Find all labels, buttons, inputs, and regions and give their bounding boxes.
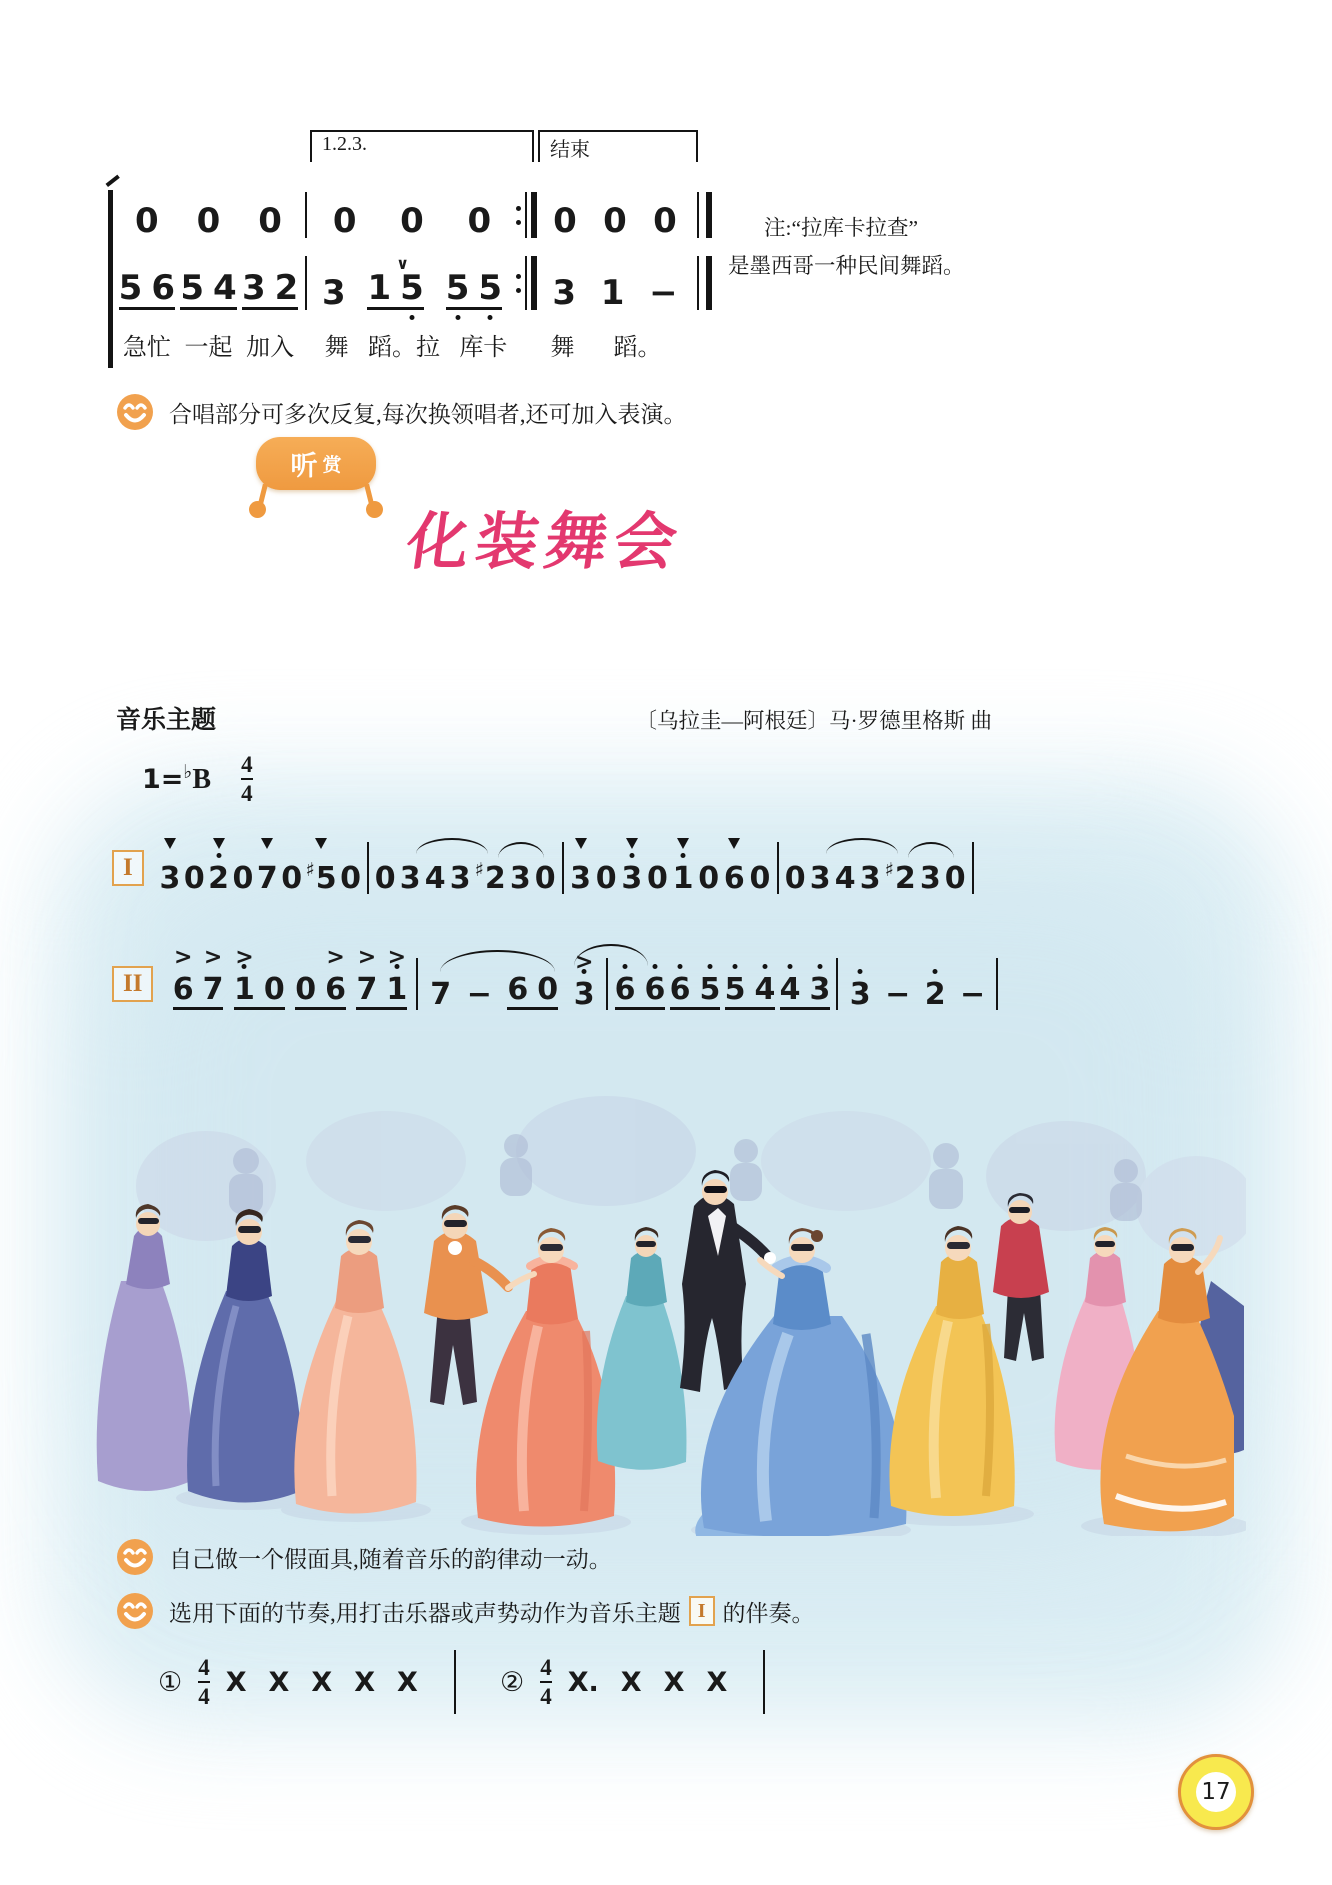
note-group [779, 972, 831, 1010]
tip-text-post: 的伴奏。 [722, 1600, 815, 1626]
note: 7 > [202, 945, 224, 1007]
note: 0 [232, 861, 254, 896]
note: 5 [725, 975, 746, 1005]
note: 3 [621, 864, 642, 894]
lyric-measure [315, 326, 517, 362]
note-group [180, 268, 237, 310]
note: 0 [340, 861, 361, 896]
note: − [649, 273, 678, 313]
note: 6 [507, 972, 529, 1007]
rhythm-note: X. [567, 1666, 599, 1698]
note-group [118, 268, 175, 310]
key-tonic-letter: B [192, 763, 212, 795]
note: 0 [653, 201, 677, 241]
theme-number-box-2: II [112, 966, 153, 1002]
time-signature [540, 1655, 552, 1710]
note: 3 [159, 864, 180, 894]
note: 3 [859, 861, 881, 896]
note: 3 [570, 864, 591, 894]
note: 4 [424, 861, 446, 896]
tip-text [169, 1595, 815, 1628]
volta-label: 结束 [550, 139, 590, 161]
theme-label: 音乐主题 [116, 706, 217, 734]
note: 3 [809, 861, 831, 896]
meter-denominator: 4 [198, 1681, 210, 1710]
volta-bracket-end [538, 130, 698, 162]
measure [158, 842, 363, 894]
note: 3 [509, 861, 531, 896]
lyrics-row [116, 326, 695, 362]
rhythm-notes [226, 1667, 418, 1698]
note: 3 [321, 273, 346, 313]
barline [777, 842, 779, 894]
note: 6 [151, 268, 175, 308]
barline [516, 192, 537, 238]
theme-1-inline-box: I [689, 1596, 715, 1626]
time-signature [241, 752, 253, 807]
lyric: 蹈。拉 [367, 335, 440, 361]
note: 0 [183, 861, 205, 896]
barline [305, 192, 307, 238]
note: ♯ 2 [474, 859, 506, 896]
meter-numerator: 4 [540, 1654, 552, 1680]
measure [842, 958, 992, 1010]
note: ♯ 5 [306, 864, 337, 894]
barline [836, 958, 838, 1010]
note: 1 [673, 864, 694, 894]
note: 0 [698, 861, 720, 896]
meter-numerator: 4 [198, 1654, 210, 1680]
note: 0 [374, 861, 396, 896]
note: 7 > [356, 945, 378, 1007]
rhythm-note: X [620, 1666, 642, 1698]
note: 0 [603, 201, 627, 241]
lyric: 蹈。 [613, 335, 662, 361]
note: 3 [809, 975, 830, 1005]
note-group [241, 268, 299, 310]
note: 0 [400, 201, 424, 241]
tip-rhythm-accompany [116, 1592, 815, 1630]
note: 1 [600, 273, 625, 313]
piece-title: 化装舞会 [402, 509, 688, 577]
note: 5 [400, 271, 424, 305]
theme-line-2 [112, 945, 1002, 1012]
measure [540, 192, 690, 241]
smiley-icon [116, 1592, 154, 1630]
note: 0 [258, 201, 282, 241]
page-number: 17 [1196, 1772, 1236, 1812]
note: 5 [478, 271, 502, 305]
note: 3 [850, 980, 871, 1010]
note: 4 [754, 975, 775, 1005]
note: 0 [537, 972, 559, 1007]
note: 3 [919, 861, 941, 896]
note: 0 [295, 972, 317, 1007]
measure [167, 945, 412, 1010]
note: 0 [263, 972, 285, 1007]
note: 0 [646, 861, 668, 896]
barline [562, 842, 564, 894]
note: 3 [241, 268, 266, 308]
rest-voice-row [116, 192, 715, 241]
note: − [466, 977, 492, 1012]
rhythm-note: X [268, 1666, 290, 1698]
note: 0 [134, 201, 159, 241]
key-text [142, 760, 212, 796]
lyric-measure [531, 326, 681, 362]
note: 3 [399, 861, 421, 896]
note: 2 [925, 980, 946, 1010]
rhythm-pattern-1 [158, 1650, 456, 1714]
note: 6 [615, 975, 636, 1005]
badge-char-2: 赏 [322, 455, 342, 476]
barline [416, 958, 418, 1010]
measure [116, 256, 301, 310]
barline [693, 256, 712, 310]
note: 4 [834, 861, 856, 896]
flat-sign: ♭ [183, 760, 193, 783]
volta-label: 1.2.3. [322, 133, 367, 155]
tip-make-mask [116, 1538, 612, 1576]
note: − [885, 977, 911, 1012]
note: 7 [257, 864, 278, 894]
tip-text-pre: 选用下面的节奏,用打击乐器或声势动作为音乐主题 [169, 1600, 681, 1626]
note-group [507, 972, 559, 1010]
note-group [445, 268, 503, 310]
melody-voice-row [116, 254, 715, 313]
rhythm-note: X [354, 1666, 376, 1698]
measure [311, 192, 513, 241]
lyric: 一起 [184, 335, 233, 361]
smiley-icon [116, 1538, 154, 1576]
badge-note-head [249, 501, 266, 518]
note: 3 [552, 273, 577, 313]
note: 0 [196, 201, 221, 241]
tip-text: 合唱部分可多次反复,每次换领唱者,还可加入表演。 [169, 401, 687, 427]
rhythm-note: X [225, 1666, 247, 1698]
note-group [367, 254, 424, 310]
system-bracket [108, 190, 113, 368]
note-group [295, 945, 346, 1010]
barline [516, 256, 537, 310]
meter-numerator: 4 [241, 752, 253, 777]
meter-denominator: 4 [241, 778, 253, 807]
note: 6 [670, 975, 691, 1005]
pattern-number: ② [500, 1666, 525, 1698]
time-signature [198, 1655, 210, 1710]
tip-text: 自己做一个假面具,随着音乐的韵律动一动。 [169, 1546, 612, 1572]
badge-char-1: 听 [290, 451, 318, 481]
note: 1 > [386, 945, 408, 1007]
barline [972, 842, 974, 894]
barline [305, 256, 307, 310]
note-group [172, 945, 224, 1010]
lyric: 舞 [550, 335, 575, 361]
theme-number-box-1: I [112, 850, 144, 886]
note: 3 > [573, 950, 595, 1012]
rhythm-pattern-2 [500, 1650, 765, 1714]
key-equals: = [160, 763, 184, 795]
key-tonic-number: 1 [142, 763, 161, 795]
lyric: 急忙 [122, 335, 171, 361]
note: − [960, 977, 986, 1012]
page-number-badge [1178, 1754, 1254, 1830]
rhythm-note: X [397, 1666, 418, 1698]
note: 0 [944, 861, 966, 896]
masquerade-ball-illustration [86, 1066, 1246, 1536]
note-group [724, 972, 776, 1010]
composer-credit: 〔乌拉圭—阿根廷〕马·罗德里格斯 曲 [635, 709, 992, 733]
note-group [356, 945, 408, 1010]
note: 4 [212, 268, 237, 308]
note: 6 [724, 864, 745, 894]
meter-denominator: 4 [540, 1681, 552, 1710]
note: 5 [699, 975, 720, 1005]
barline [367, 842, 369, 894]
rhythm-note: X [706, 1666, 728, 1698]
note: 6 [644, 975, 665, 1005]
note: 5 [180, 268, 204, 308]
lyric-measure [116, 326, 301, 362]
note: 1 > [233, 945, 255, 1007]
rhythm-note: X [311, 1666, 333, 1698]
note: 0 [595, 861, 617, 896]
footnote-line1: 注:“拉库卡拉查” [764, 216, 919, 240]
key-signature [142, 752, 253, 807]
note: 0 [784, 861, 806, 896]
footnote-line2: 是墨西哥一种民间舞蹈。 [728, 253, 965, 278]
note: 0 [332, 201, 357, 241]
barline [454, 1650, 456, 1714]
note: 6 > [325, 945, 346, 1007]
note-group [233, 945, 285, 1010]
badge-note-head [366, 501, 383, 518]
note: 2 [208, 864, 229, 894]
note: 0 [553, 201, 577, 241]
note: 7 [430, 977, 452, 1012]
rhythm-notes [568, 1667, 728, 1698]
rhythm-note: X [663, 1666, 685, 1698]
note: 5 [446, 271, 470, 305]
volta-bracket-123 [310, 130, 534, 162]
note: 0 [749, 861, 771, 896]
note: 3 [449, 861, 471, 896]
note-group [669, 972, 721, 1010]
note: 6 > [172, 945, 194, 1007]
measure [540, 256, 690, 313]
note: 2 [274, 268, 299, 308]
pattern-number: ① [158, 1666, 183, 1698]
note-group [614, 972, 666, 1010]
note: 0 [281, 861, 303, 896]
measure [311, 254, 513, 313]
barline [763, 1650, 765, 1714]
note: 0 [534, 861, 556, 896]
measure [116, 192, 301, 241]
listening-section-badge [256, 437, 376, 490]
note: 0 [467, 201, 492, 241]
footnote [728, 210, 965, 285]
tip-chorus-repeat [116, 393, 687, 431]
barline [693, 192, 712, 238]
measure [568, 842, 773, 894]
barline [996, 958, 998, 1010]
lyric: 加入 [246, 335, 295, 361]
lyric: 舞 [324, 335, 349, 361]
note: 1 ∨ [367, 254, 410, 308]
note: 4 [780, 975, 801, 1005]
lyric: 库卡 [459, 335, 508, 361]
note: 5 [118, 268, 143, 308]
smiley-icon [116, 393, 154, 431]
note: ♯ 2 [884, 859, 916, 896]
